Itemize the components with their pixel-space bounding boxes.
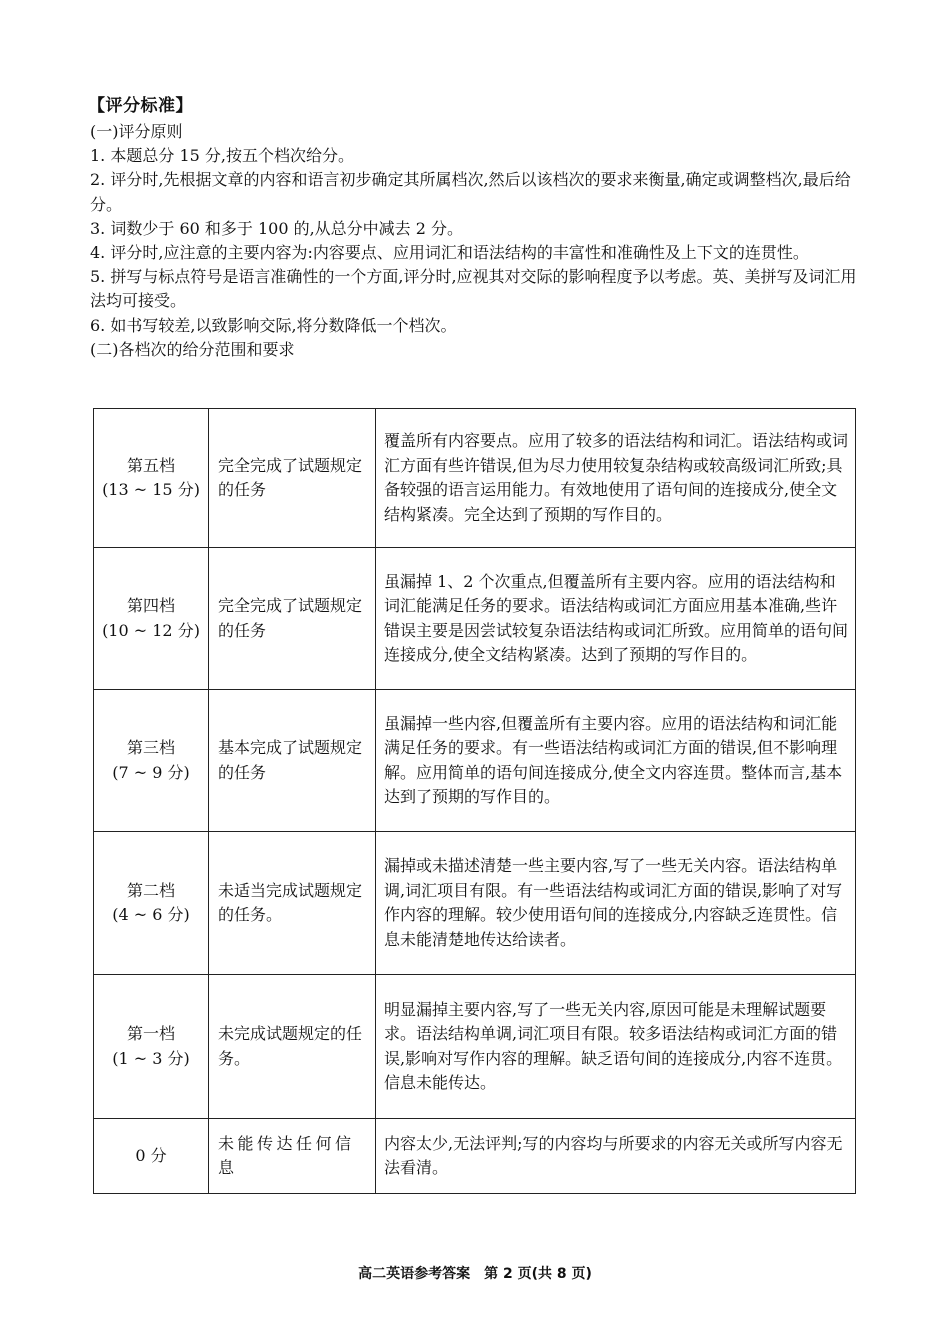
task-cell: 未完成试题规定的任务。: [209, 975, 376, 1119]
grade-label: 第五档: [126, 455, 175, 475]
grade-label: 0 分: [135, 1145, 167, 1165]
principle-item-2: 2. 评分时,先根据文章的内容和语言初步确定其所属档次,然后以该档次的要求来衡量,确定或调整档次,最后给分。: [90, 170, 851, 214]
grade-cell: [94, 690, 209, 832]
task-cell: 完全完成了试题规定的任务: [209, 409, 376, 548]
levels-title: (二)各档次的给分范围和要求: [90, 339, 295, 359]
grade-cell: [94, 1119, 209, 1194]
table-row: [94, 548, 856, 690]
principle-item-6: 6. 如书写较差,以致影响交际,将分数降低一个档次。: [90, 315, 457, 335]
grade-label: 第二档: [126, 880, 175, 900]
principle-item-5: 5. 拼写与标点符号是语言准确性的一个方面,评分时,应视其对交际的影响程度予以考虑。英、美拼写及词汇用法均可接受。: [90, 267, 857, 311]
grade-label: 第一档: [126, 1024, 175, 1043]
grade-range: (13 ~ 15 分): [102, 480, 200, 499]
description-cell: 虽漏掉一些内容,但覆盖所有主要内容。应用的语法结构和词汇能满足任务的要求。有一些语法结构或词汇方面的错误,但不影响理解。应用简单的语句间连接成分,使全文内容连贯。整体而言,基本达到了预期的写作目的。: [376, 690, 856, 832]
grade-label: 第三档: [126, 738, 175, 757]
table-row: [94, 409, 856, 548]
grade-cell: [94, 832, 209, 975]
description-cell: 明显漏掉主要内容,写了一些无关内容,原因可能是未理解试题要求。语法结构单调,词汇项目有限。较多语法结构或词汇方面的错误,影响对写作内容的理解。缺乏语句间的连接成分,内容不连贯。信息未能传达。: [376, 975, 856, 1119]
table-row: [94, 832, 856, 975]
grade-range: (10 ~ 12 分): [102, 620, 200, 640]
principles-title: (一)评分原则: [90, 122, 183, 141]
grade-range: (4 ~ 6 分): [112, 905, 190, 924]
task-cell: 完全完成了试题规定的任务: [209, 548, 376, 690]
grade-range: (7 ~ 9 分): [112, 762, 190, 782]
description-cell: 覆盖所有内容要点。应用了较多的语法结构和词汇。语法结构或词汇方面有些许错误,但为尽力使用较复杂结构或较高级词汇所致;具备较强的语言运用能力。有效地使用了语句间的连接成分,使全文结构紧凑。完全达到了预期的写作目的。: [376, 409, 856, 548]
task-cell: 未适当完成试题规定的任务。: [209, 832, 376, 975]
description-cell: 漏掉或未描述清楚一些主要内容,写了一些无关内容。语法结构单调,词汇项目有限。有一些语法结构或词汇方面的错误,影响了对写作内容的理解。较少使用语句间的连接成分,内容缺乏连贯性。信息未能清楚地传达给读者。: [376, 832, 856, 975]
description-cell: 内容太少,无法评判;写的内容均与所要求的内容无关或所写内容无法看清。: [376, 1119, 856, 1194]
task-cell: 未能传达任何信息: [209, 1119, 376, 1194]
grade-cell: [94, 409, 209, 548]
principle-item-4: 4. 评分时,应注意的主要内容为:内容要点、应用词汇和语法结构的丰富性和准确性及上下文的连贯性。: [90, 243, 809, 263]
principle-item-3: 3. 词数少于 60 和多于 100 的,从总分中减去 2 分。: [90, 218, 464, 238]
page-footer: 高二英语参考答案 第 2 页(共 8 页): [358, 1266, 592, 1282]
task-cell: 基本完成了试题规定的任务: [209, 690, 376, 832]
grade-label: 第四档: [126, 596, 175, 615]
description-cell: 虽漏掉 1、2 个次重点,但覆盖所有主要内容。应用的语法结构和词汇能满足任务的要求。语法结构或词汇方面应用基本准确,些许错误主要是因尝试较复杂语法结构或词汇所致。应用简单的语句间连接成分,使全文结构紧凑。达到了预期的写作目的。: [376, 548, 856, 690]
principle-item-1: 1. 本题总分 15 分,按五个档次给分。: [90, 146, 354, 166]
scoring-principles: [90, 120, 865, 362]
grading-levels-table: [93, 408, 856, 1194]
table-row: [94, 1119, 856, 1194]
section-heading: 【评分标准】: [88, 96, 193, 116]
grade-cell: [94, 975, 209, 1119]
grade-range: (1 ~ 3 分): [112, 1048, 190, 1068]
table-row: [94, 975, 856, 1119]
table-row: [94, 690, 856, 832]
grade-cell: [94, 548, 209, 690]
